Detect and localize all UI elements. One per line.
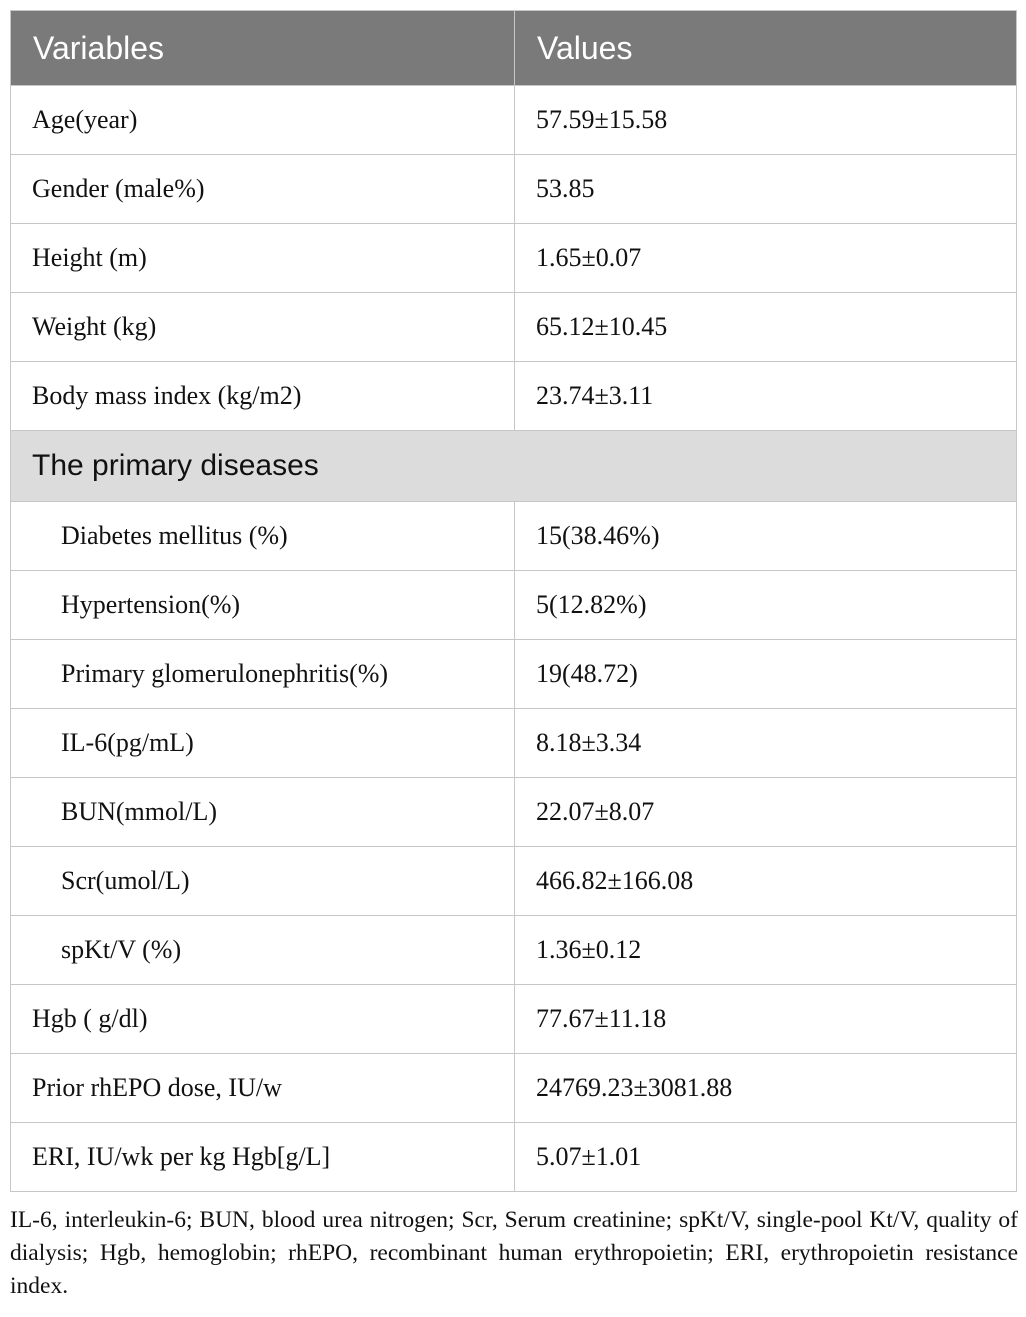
table-row xyxy=(11,571,1017,640)
table-row xyxy=(11,640,1017,709)
table-row xyxy=(11,293,1017,362)
variable-cell: Gender (male%) xyxy=(11,155,515,224)
characteristics-table xyxy=(10,10,1017,1192)
table-row xyxy=(11,362,1017,431)
variable-cell: spKt/V (%) xyxy=(11,916,515,985)
table-row xyxy=(11,778,1017,847)
header-row xyxy=(11,11,1017,86)
table-row xyxy=(11,502,1017,571)
table-row xyxy=(11,155,1017,224)
variable-cell: Age(year) xyxy=(11,86,515,155)
table-row xyxy=(11,224,1017,293)
value-cell: 65.12±10.45 xyxy=(515,293,1017,362)
value-cell: 77.67±11.18 xyxy=(515,985,1017,1054)
table-footnote: IL-6, interleukin-6; BUN, blood urea nitrogen; Scr, Serum creatinine; spKt/V, single-pool Kt/V, quality of dialysis; Hgb, hemoglobin; rhEPO, recombinant human erythropoietin; ERI, erythropoietin resistance index. xyxy=(10,1207,1018,1299)
header-variables: Variables xyxy=(11,11,515,86)
table-row xyxy=(11,985,1017,1054)
table-row xyxy=(11,916,1017,985)
value-cell: 53.85 xyxy=(515,155,1017,224)
value-cell: 1.65±0.07 xyxy=(515,224,1017,293)
value-cell: 5(12.82%) xyxy=(515,571,1017,640)
variable-cell: Height (m) xyxy=(11,224,515,293)
variable-cell: Hypertension(%) xyxy=(11,571,515,640)
table-row xyxy=(11,1123,1017,1192)
table-row xyxy=(11,847,1017,916)
value-cell: 15(38.46%) xyxy=(515,502,1017,571)
value-cell: 22.07±8.07 xyxy=(515,778,1017,847)
variable-cell: Hgb ( g/dl) xyxy=(11,985,515,1054)
value-cell: 466.82±166.08 xyxy=(515,847,1017,916)
header-values: Values xyxy=(515,11,1017,86)
value-cell: 24769.23±3081.88 xyxy=(515,1054,1017,1123)
table-row xyxy=(11,86,1017,155)
table-container xyxy=(10,10,1016,1192)
value-cell: 5.07±1.01 xyxy=(515,1123,1017,1192)
variable-cell: Primary glomerulonephritis(%) xyxy=(11,640,515,709)
variable-cell: Weight (kg) xyxy=(11,293,515,362)
variable-cell: Scr(umol/L) xyxy=(11,847,515,916)
value-cell: 1.36±0.12 xyxy=(515,916,1017,985)
variable-cell: Prior rhEPO dose, IU/w xyxy=(11,1054,515,1123)
value-cell: 57.59±15.58 xyxy=(515,86,1017,155)
table-row xyxy=(11,709,1017,778)
variable-cell: ERI, IU/wk per kg Hgb[g/L] xyxy=(11,1123,515,1192)
value-cell: 23.74±3.11 xyxy=(515,362,1017,431)
variable-cell: Body mass index (kg/m2) xyxy=(11,362,515,431)
section-title: The primary diseases xyxy=(11,431,1017,502)
table-row xyxy=(11,1054,1017,1123)
variable-cell: IL-6(pg/mL) xyxy=(11,709,515,778)
value-cell: 19(48.72) xyxy=(515,640,1017,709)
value-cell: 8.18±3.34 xyxy=(515,709,1017,778)
section-row xyxy=(11,431,1017,502)
variable-cell: BUN(mmol/L) xyxy=(11,778,515,847)
variable-cell: Diabetes mellitus (%) xyxy=(11,502,515,571)
